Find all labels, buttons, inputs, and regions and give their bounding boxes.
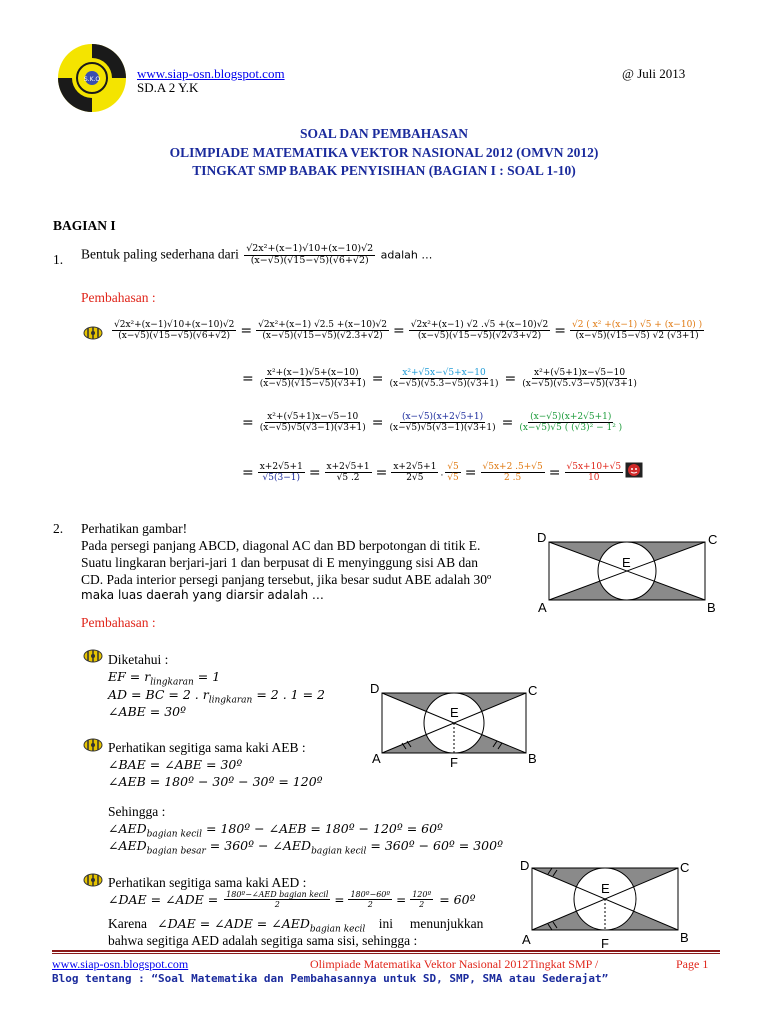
svg-text:B: B: [528, 751, 537, 766]
svg-text:D: D: [520, 858, 530, 873]
section-heading: BAGIAN I: [53, 218, 116, 233]
bee-bullet-icon: [82, 871, 104, 888]
figure-rectangle-3: [512, 858, 697, 950]
title-line-2: OLIMPIADE MATEMATIKA VEKTOR NASIONAL 2012 (OMVN 2012): [169, 145, 599, 160]
footer-rule-thin: [52, 953, 720, 954]
svg-text:C: C: [680, 860, 690, 875]
bee-bullet-icon: [82, 324, 104, 341]
svg-text:A: A: [522, 932, 531, 947]
known-abe: ∠ABE = 30º: [108, 704, 187, 719]
aeb-line-1: ∠BAE = ∠ABE = 30º: [108, 757, 243, 772]
logo-text: S.K.O: [83, 76, 101, 83]
solution-1-row-4: = $\frac{x+2√5+1}{√5(3-1)}$ = $\frac{x+2√5+1}{√5 .2}$ = $\frac{x+2√5+1}{2√5}$ . $\frac{√5}{√5}$ = $\frac{√5x+2 .5+√5}{2 .5}$ = $\frac{√5x+10+√5}{10}$: [242, 462, 622, 484]
footer-url-link[interactable]: www.siap-osn.blogspot.com: [52, 957, 189, 971]
svg-text:C: C: [528, 683, 538, 698]
aed-title: Perhatikan segitiga sama kaki AED :: [108, 875, 307, 890]
question-1: [81, 244, 432, 267]
site-logo: [56, 42, 128, 114]
footer-rule: [52, 950, 720, 952]
bee-bullet-icon: [82, 736, 104, 753]
last-line: bahwa segitiga AED adalah segitiga sama sisi, sehingga :: [108, 933, 418, 948]
question-1-suffix: adalah …: [380, 248, 433, 262]
label-c: C: [708, 532, 718, 547]
svg-text:E: E: [601, 881, 610, 896]
aed-large: $\angle AED_{bagian besar}$ = 360º − $\angle AED_{bagian kecil}$ = 360º − 60º = 300º: [108, 838, 503, 857]
footer-blog: Blog tentang : “Soal Matematika dan Pembahasannya untuk SD, SMP, SMA atau Sederajat”: [52, 972, 609, 985]
bee-bullet-icon: [82, 647, 104, 664]
known-ad-bc: AD = BC = 2 . $r_{lingkaran} = 2$ . 1 = 2: [108, 687, 325, 706]
question-2-line-5: maka luas daerah yang diarsir adalah …: [81, 588, 324, 602]
svg-text:B: B: [680, 930, 689, 945]
aed-equation: ∠DAE = ∠ADE = $\frac{\text{180º−∠AED bagian kecil}}{2}$ = $\frac{\text{180º−60º}}{2}$ = $\frac{\text{120º}}{2}$ = 60º: [108, 890, 476, 910]
solution-1-row-3: = $\frac{\text{x²+(√5+1)x−√5−10}}{(x-√5)√5(√3-1)(√3+1)}$ = $\frac{(x-√5)(x+2√5+1)}{(x-√5)√5(√3-1)(√3+1)}$ = $\frac{(x-√5)(x+2√5+1)}{\text{(x−√5)√5 ( (√3)² − 1² )}}$: [242, 412, 623, 434]
known-ef: EF = $r_{lingkaran} = 1$: [108, 669, 221, 688]
svg-text:F: F: [601, 936, 609, 951]
footer-title: Olimpiade Matematika Vektor Nasional 2012Tingkat SMP /: [310, 957, 599, 971]
solution-1-row-1: $\frac{\text{√2x²+(x−1)√10+(x−10)√2}}{(x-√5)(√15-√5)(√6+√2)}$ = $\frac{\text{√2x²+(x−1) √2.5 +(x−10)√2}}{(x-√5)(√15-√5)(√2.3+√2)}$ = $\frac{\text{√2x²+(x−1) √2 .√5 +(x−10)√2}}{(x-√5)(√15-√5)(√2√3+√2)}$ = $\frac{\text{√2 ( x² +(x−1) √5 + (x−10) )}}{(x-√5)(√15-√5) √2 (√3+1)}$: [114, 320, 703, 342]
figure-rectangle-abcd: [535, 530, 718, 616]
question-2-line-3: Suatu lingkaran berjari-jari 1 dan berpusat di E menyinggung sisi AB dan: [81, 555, 479, 570]
diketahui-label: Diketahui :: [108, 652, 169, 667]
svg-text:D: D: [370, 681, 380, 696]
aed-small: $\angle AED_{bagian kecil}$ = 180º − ∠AEB = 180º − 120º = 60º: [108, 821, 443, 840]
svg-text:A: A: [372, 751, 381, 766]
header-url-link[interactable]: www.siap-osn.blogspot.com: [137, 66, 285, 81]
sun-logo-icon: [56, 42, 128, 114]
question-1-number: 1.: [53, 252, 64, 267]
question-1-fraction: [244, 244, 375, 267]
question-1-numerator: √2x²+(x−1)√10+(x−10)√2: [246, 243, 374, 254]
karena-line: Karena ∠DAE = ∠ADE = $\angle AED_{bagian kecil}$ ini menunjukkan: [108, 916, 484, 935]
question-2-line-4: CD. Pada interior persegi panjang tersebut, jika besar sudut ABE adalah 30º: [81, 572, 492, 587]
aeb-title: Perhatikan segitiga sama kaki AEB :: [108, 740, 306, 755]
pembahasan-label-2: Pembahasan :: [81, 615, 156, 630]
aeb-line-2: ∠AEB = 180º − 30º − 30º = 120º: [108, 774, 323, 789]
sehingga-label: Sehingga :: [108, 804, 166, 819]
label-b: B: [707, 600, 716, 615]
svg-text:F: F: [450, 755, 458, 770]
question-1-prefix: Bentuk paling sederhana dari: [81, 246, 239, 262]
footer-page: Page 1: [676, 957, 709, 971]
label-e: E: [622, 555, 631, 570]
question-2-line-2: Pada persegi panjang ABCD, diagonal AC dan BD berpotongan di titik E.: [81, 538, 481, 553]
title-line-1: SOAL DAN PEMBAHASAN: [299, 126, 469, 141]
question-1-denominator: (x−√5)(√15−√5)(√6+√2): [250, 254, 369, 266]
header-date: @ Juli 2013: [622, 66, 686, 81]
svg-text:E: E: [450, 705, 459, 720]
header-author: SD.A 2 Y.K: [137, 80, 199, 95]
pembahasan-label-1: Pembahasan :: [81, 290, 156, 305]
label-d: D: [537, 530, 547, 545]
smiley-icon: [625, 462, 643, 478]
question-2-line-1: Perhatikan gambar!: [81, 521, 188, 536]
title-line-3: TINGKAT SMP BABAK PENYISIHAN (BAGIAN I : SOAL 1-10): [192, 163, 576, 178]
question-2-number: 2.: [53, 521, 64, 536]
figure-rectangle-2: [368, 683, 548, 769]
label-a: A: [538, 600, 547, 615]
solution-1-row-2: = $\frac{\text{x²+(x−1)√5+(x−10)}}{(x-√5)(√15-√5)(√3+1)}$ = $\frac{\text{x²+√5x−√5+x−10}}{(x-√5)(√5.3-√5)(√3+1)}$ = $\frac{\text{x²+(√5+1)x−√5−10}}{(x-√5)(√5.√3-√5)(√3+1)}$: [242, 368, 637, 390]
